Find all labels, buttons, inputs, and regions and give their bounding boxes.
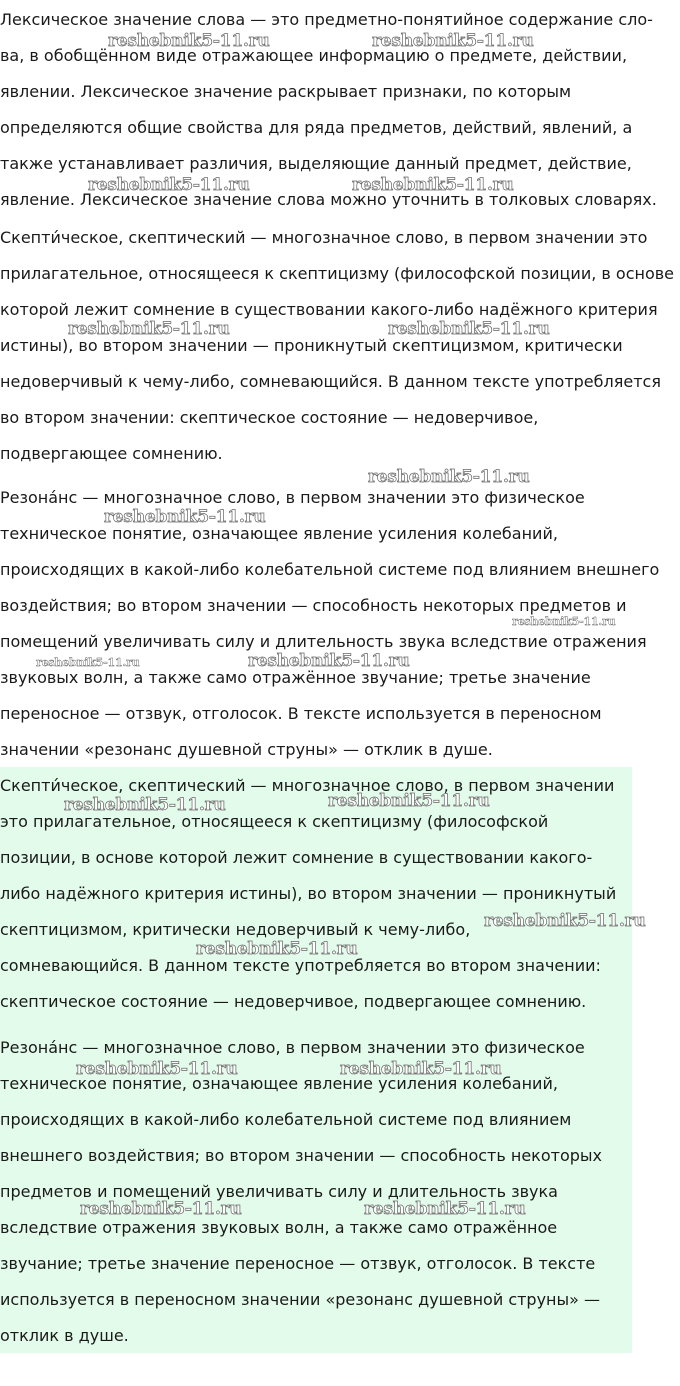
- watermark: reshebnik5-11.ru: [372, 31, 534, 51]
- text-line: это прилагательное, относящееся к скептицизму (философской: [0, 812, 549, 831]
- watermark: reshebnik5-11.ru: [484, 911, 646, 931]
- watermark: reshebnik5-11.ru: [364, 1199, 526, 1219]
- text-line: происходящих в какой-либо колебательной системе под влиянием: [0, 1110, 572, 1129]
- watermark: reshebnik5-11.ru: [68, 319, 230, 339]
- text-line: Скепти́ческое, скептический — многозначное слово, в первом значении: [0, 776, 615, 795]
- text-line: предметов и помещений увеличивать силу и длительность звука: [0, 1182, 558, 1201]
- text-line: звучание; третье значение переносное — отзвук, отголосок. В тексте: [0, 1254, 596, 1273]
- text-line: прилагательное, относящееся к скептицизму (философской позиции, в основе: [0, 264, 675, 283]
- watermark: reshebnik5-11.ru: [108, 31, 270, 51]
- text-line: истины), во втором значении — проникнутый скептицизмом, критически: [0, 336, 623, 355]
- skeptical-paragraph: [0, 220, 674, 472]
- watermark: reshebnik5-11.ru: [196, 939, 358, 959]
- watermark-small: reshebnik5-11.ru: [36, 656, 140, 669]
- watermark: reshebnik5-11.ru: [76, 1059, 238, 1079]
- watermark: reshebnik5-11.ru: [64, 795, 226, 815]
- text-line: помещений увеличивать силу и длительность звука вследствие отражения: [0, 632, 647, 651]
- text-line: позиции, в основе которой лежит сомнение в существовании какого-: [0, 848, 593, 867]
- text-line: происходящих в какой-либо колебательной системе под влиянием внешнего: [0, 560, 660, 579]
- text-line: используется в переносном значении «резонанс душевной струны» —: [0, 1290, 601, 1309]
- watermark: reshebnik5-11.ru: [80, 1199, 242, 1219]
- text-line: переносное — отзвук, отголосок. В тексте используется в переносном: [0, 704, 602, 723]
- text-line: скептическое состояние — недоверчивое, подвергающее сомнению.: [0, 992, 587, 1011]
- watermark: reshebnik5-11.ru: [248, 651, 410, 671]
- text-line: во втором значении: скептическое состояние — недоверчивое,: [0, 408, 539, 427]
- text-line: вследствие отражения звуковых волн, а также само отражённое: [0, 1218, 558, 1237]
- text-line: воздействия; во втором значении — способность некоторых предметов и: [0, 596, 627, 615]
- watermark: reshebnik5-11.ru: [368, 467, 530, 487]
- text-line: недоверчивый к чему-либо, сомневающийся. В данном тексте употребляется: [0, 372, 661, 391]
- watermark: reshebnik5-11.ru: [388, 319, 550, 339]
- watermark: reshebnik5-11.ru: [104, 507, 266, 527]
- text-line: явлении. Лексическое значение раскрывает признаки, по которым: [0, 82, 572, 101]
- text-line: сомневающийся. В данном тексте употребляется во втором значении:: [0, 956, 601, 975]
- text-line: подвергающее сомнению.: [0, 444, 223, 463]
- text-line: скептицизмом, критически недоверчивый к чему-либо,: [0, 920, 471, 939]
- text-line: Скепти́ческое, скептический — многозначное слово, в первом значении это: [0, 228, 648, 247]
- text-line: внешнего воздействия; во втором значении — способность некоторых: [0, 1146, 602, 1165]
- text-line: Резона́нс — многозначное слово, в первом значении это физическое: [0, 488, 585, 507]
- watermark-small: reshebnik5-11.ru: [512, 615, 616, 628]
- text-line: ва, в обобщённом виде отражающее информацию о предмете, действии,: [0, 46, 628, 65]
- text-line: также устанавливает различия, выделяющие данный предмет, действие,: [0, 154, 632, 173]
- text-line: которой лежит сомнение в существовании какого-либо надёжного критерия: [0, 300, 658, 319]
- watermark: reshebnik5-11.ru: [328, 791, 490, 811]
- watermark: reshebnik5-11.ru: [340, 1059, 502, 1079]
- text-line: звуковых волн, а также само отражённое звучание; третье значение: [0, 668, 591, 687]
- text-line: Лексическое значение слова — это предметно-понятийное содержание сло-: [0, 10, 653, 29]
- text-line: техническое понятие, означающее явление усиления колебаний,: [0, 524, 558, 543]
- text-line: явление. Лексическое значение слова можно уточнить в толковых словарях.: [0, 190, 657, 209]
- text-line: определяются общие свойства для ряда предметов, действий, явлений, а: [0, 118, 633, 137]
- text-line: техническое понятие, означающее явление усиления колебаний,: [0, 1074, 558, 1093]
- text-line: Резона́нс — многозначное слово, в первом значении это физическое: [0, 1038, 585, 1057]
- text-line: значении «резонанс душевной струны» — отклик в душе.: [0, 740, 493, 759]
- watermark: reshebnik5-11.ru: [88, 175, 250, 195]
- text-line: отклик в душе.: [0, 1326, 129, 1345]
- watermark: reshebnik5-11.ru: [352, 175, 514, 195]
- text-line: либо надёжного критерия истины), во втором значении — проникнутый: [0, 884, 617, 903]
